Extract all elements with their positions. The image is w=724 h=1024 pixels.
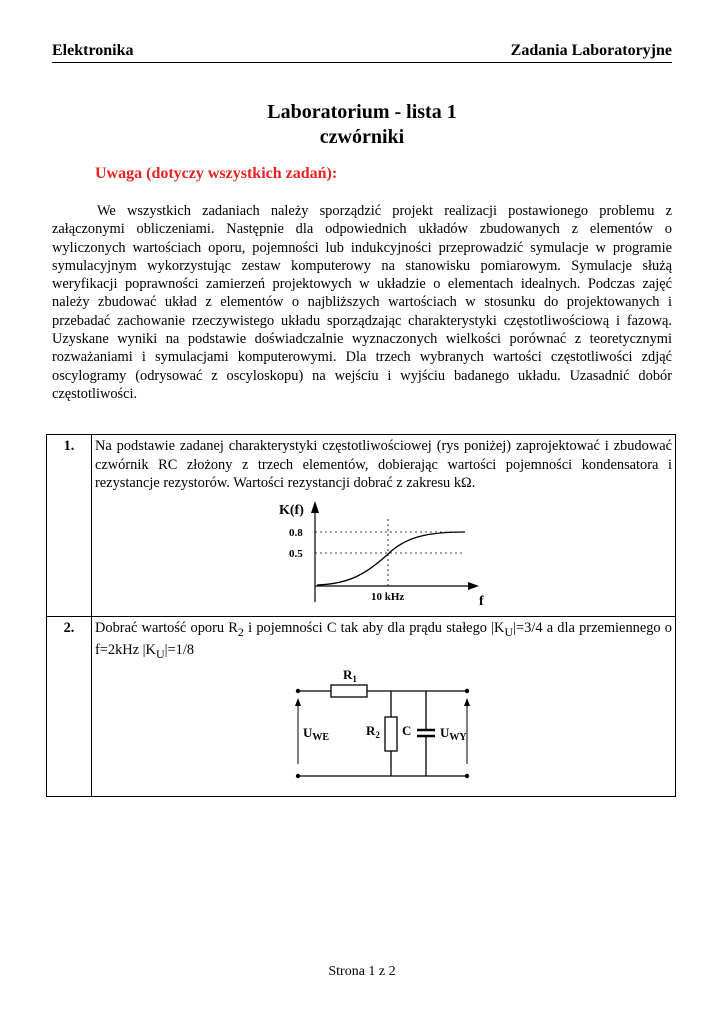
task-text-subscript: 2 xyxy=(237,624,244,639)
note-paragraph: We wszystkich zadaniach należy sporządzić projekt realizacji postawionego problemu z załączonymi obliczeniami. Następnie dla odpowiednich układów zbudowanych z elementów o wyliczonych wartościach oporu, pojemności lub indukcyjności przeprowadzić symulacje w programie symulacyjnym wykorzystując zestaw komputerowy na stanowisku pomiarowym. Symulacje służą weryfikacji poprawności zamierzeń projektowych w układzie o elementach idealnych. Podczas zajęć należy zbudować układ z elementów o najbliższych wartościach w stosunku do projektowanych i przebadać zachowanie rzeczywistego układu sporządzając charakterystyki częstotliwościową i fazową. Uzyskane wyniki na podstawie doświadczalnie wyznaczonych wielkości porównać z teoretycznymi rozważaniami i symulacjami komputerowymi. Dla trzech wybranych wartości częstotliwości zdjąć oscylogramy (odrysować z oscyloskopu) na wejściu i wyjściu badanego układu. Uzasadnić dobór częstotliwości. xyxy=(52,203,672,402)
freq-tick-label: 10 kHz xyxy=(371,590,405,603)
frequency-response-figure xyxy=(255,499,484,609)
page-header xyxy=(52,42,672,63)
page-title xyxy=(0,100,724,150)
resistor-r1 xyxy=(331,685,367,697)
uwe-label: $U_{WE}$ xyxy=(303,724,330,743)
task-number: 2. xyxy=(47,617,92,797)
c-label: C xyxy=(402,722,412,738)
note-heading: Uwaga (dotyczy wszystkich zadań): xyxy=(95,165,338,182)
y-axis-label: K(f) xyxy=(279,502,304,518)
title-line-2: czwórniki xyxy=(319,126,405,148)
uwy-arrow-icon xyxy=(464,698,470,706)
header-subject: Elektronika xyxy=(52,42,134,59)
task-content xyxy=(92,435,676,617)
task-text-subscript: U xyxy=(155,647,165,662)
task-row xyxy=(47,435,676,617)
terminal-dot xyxy=(296,774,300,778)
r1-label: $R_1$ xyxy=(343,666,357,684)
uwe-arrow-icon xyxy=(295,698,301,706)
rc-circuit-figure xyxy=(288,668,498,783)
resistor-r2 xyxy=(385,717,397,751)
header-section: Zadania Laboratoryjne xyxy=(510,42,672,59)
task-content xyxy=(92,617,676,797)
tick-label-0-5: 0.5 xyxy=(289,547,303,560)
task-text-subscript: U xyxy=(504,624,514,639)
x-axis-arrow-icon xyxy=(468,582,479,590)
response-curve xyxy=(317,532,465,585)
terminal-dot xyxy=(465,689,469,693)
r2-label: $R_2$ xyxy=(366,722,380,740)
task-row xyxy=(47,617,676,797)
tasks-table xyxy=(46,434,676,797)
task-number: 1. xyxy=(47,435,92,617)
x-axis-label: f xyxy=(479,593,484,609)
y-axis-arrow-icon xyxy=(311,501,319,513)
terminal-dot xyxy=(296,689,300,693)
task-text: Na podstawie zadanej charakterystyki częstotliwościowej (rys poniżej) zaprojektować i zbudować czwórnik RC złożony z trzech elementów, dobierając wartości pojemności kondensatora i rezystancje rezystorów. Wartości rezystancji dobrać z zakresu kΩ. xyxy=(95,438,672,492)
page-footer: Strona 1 z 2 xyxy=(328,964,396,979)
task-text xyxy=(95,619,672,664)
task-text-part: |=3/4 a dla przemiennego o f=2kHz |K xyxy=(95,620,673,659)
task-text-part: Dobrać wartość oporu R xyxy=(95,620,238,636)
terminal-dot xyxy=(465,774,469,778)
tick-label-0-8: 0.8 xyxy=(289,526,303,539)
title-line-1: Laboratorium - lista 1 xyxy=(267,101,457,123)
task-text-part: |=1/8 xyxy=(164,642,195,659)
uwy-label: $U_{WY}$ xyxy=(440,724,467,743)
task-text-part: i pojemności C tak aby dla prądu stałego |K xyxy=(243,620,505,636)
